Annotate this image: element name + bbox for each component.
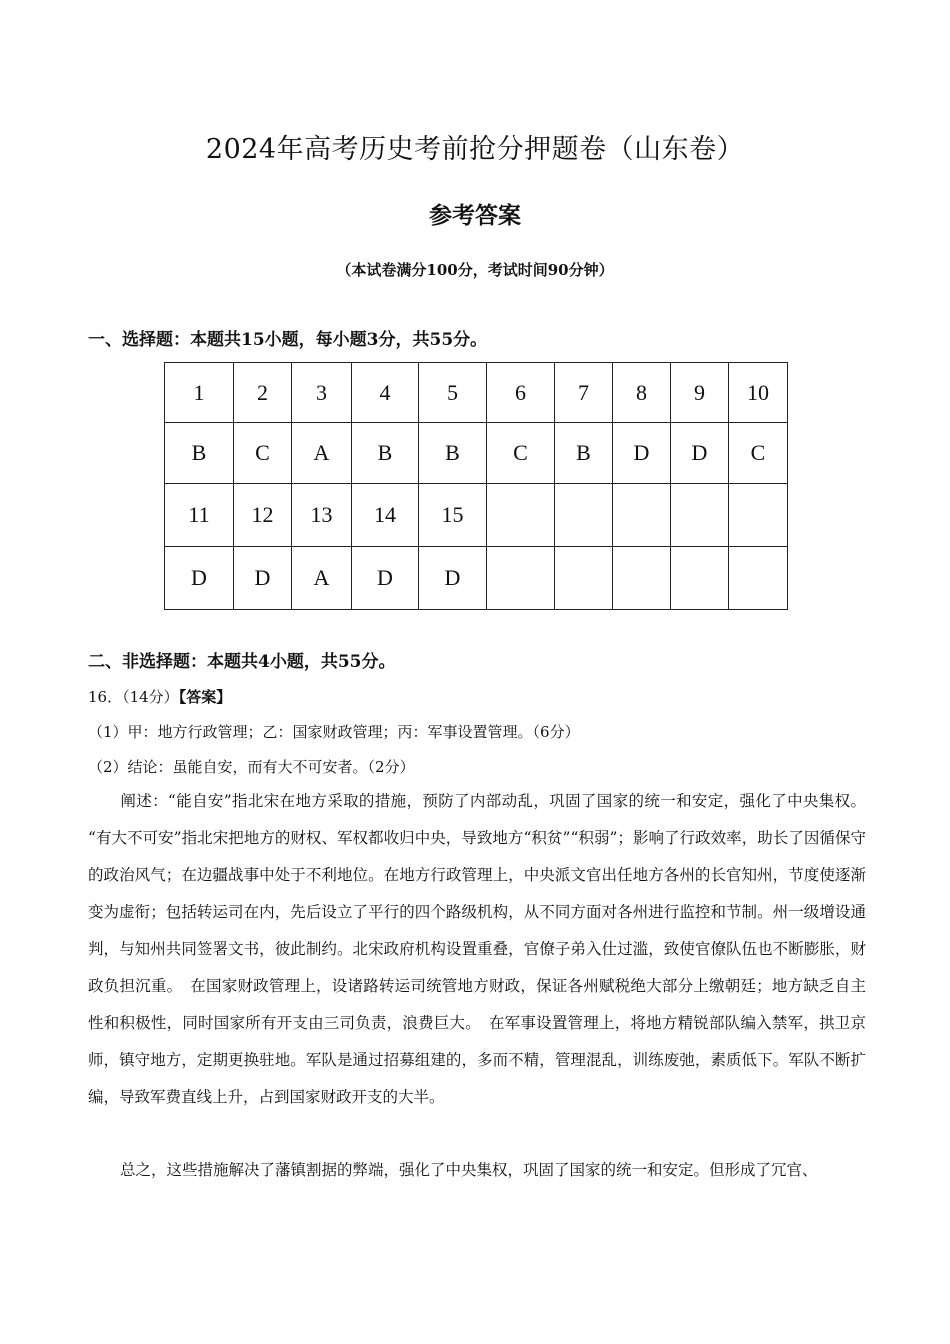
table-cell: 5 — [419, 363, 487, 423]
question-16-header — [88, 686, 231, 708]
table-cell: 7 — [555, 363, 613, 423]
table-cell: 12 — [234, 484, 292, 547]
question-16-part-1: （1）甲：地方行政管理；乙：国家财政管理；丙：军事设置管理。（6分） — [88, 723, 580, 741]
table-row-question-numbers — [165, 363, 788, 423]
table-cell: D — [613, 423, 671, 484]
table-cell: D — [234, 547, 292, 610]
table-cell: 3 — [292, 363, 352, 423]
table-cell — [555, 484, 613, 547]
table-cell: 1 — [165, 363, 234, 423]
table-cell — [729, 484, 788, 547]
table-cell — [671, 484, 729, 547]
question-16-conclusion: 总之，这些措施解决了藩镇割据的弊端，强化了中央集权，巩固了国家的统一和安定。但形成了冗官、 — [120, 1161, 818, 1179]
page-title: 2024年高考历史考前抢分押题卷（山东卷） — [205, 134, 745, 165]
table-cell — [729, 547, 788, 610]
question-number: 16． — [88, 688, 123, 706]
table-cell: D — [671, 423, 729, 484]
table-cell: 8 — [613, 363, 671, 423]
question-16-part-2: （2）结论：虽能自安，而有大不可安者。（2分） — [88, 758, 415, 776]
table-cell: C — [487, 423, 555, 484]
section-one-heading: 一、选择题：本题共15小题，每小题3分，共55分。 — [88, 330, 488, 350]
table-cell: D — [165, 547, 234, 610]
question-score: （14分） — [122, 688, 179, 706]
table-cell: A — [292, 547, 352, 610]
exam-note: （本试卷满分100分，考试时间90分钟） — [336, 261, 614, 279]
table-cell: B — [419, 423, 487, 484]
table-cell: D — [419, 547, 487, 610]
section-two-heading: 二、非选择题：本题共4小题，共55分。 — [88, 652, 396, 672]
table-cell: D — [352, 547, 419, 610]
answer-table — [164, 362, 788, 610]
table-row-answers — [165, 423, 788, 484]
question-16-elaboration-paragraph — [88, 783, 866, 1116]
table-cell: B — [555, 423, 613, 484]
table-cell: B — [352, 423, 419, 484]
table-cell: 11 — [165, 484, 234, 547]
question-16-elaboration: 阐述：“能自安”指北宋在地方采取的措施，预防了内部动乱，巩固了国家的统一和安定，强化了中央集权。 “有大不可安”指北宋把地方的财权、军权都收归中央，导致地方“积贫”“积弱”；影响了行政效率，助长了因循保守的政治风气；在边疆战事中处于不利地位。在地方行政管理上，中央派文官出任地方各州的长官知州，节度使逐渐变为虚衔；包括转运司在内，先后设立了平行的四个路级机构，从不同方面对各州进行监控和节制。州一级增设通判，与知州共同签署文书，彼此制约。北宋政府机构设置重叠，官僚子弟入仕过滥，致使官僚队伍也不断膨胀，财政负担沉重。 在国家财政管理上，设诸路转运司统管地方财政，保证各州赋税绝大部分上缴朝廷；地方缺乏自主性和积极性，同时国家所有开支由三司负责，浪费巨大。 在军事设置管理上，将地方精锐部队编入禁军，拱卫京师，镇守地方，定期更换驻地。军队是通过招募组建的，多而不精，管理混乱，训练废弛，素质低下。军队不断扩编，导致军费直线上升，占到国家财政开支的大半。 — [88, 792, 866, 1106]
table-cell: A — [292, 423, 352, 484]
table-cell: 4 — [352, 363, 419, 423]
table-cell — [555, 547, 613, 610]
table-cell: C — [234, 423, 292, 484]
table-cell — [487, 547, 555, 610]
table-cell: 9 — [671, 363, 729, 423]
table-cell — [671, 547, 729, 610]
table-cell: 2 — [234, 363, 292, 423]
table-cell: C — [729, 423, 788, 484]
table-cell: 14 — [352, 484, 419, 547]
question-16-conclusion-paragraph — [88, 1152, 866, 1189]
table-cell: 10 — [729, 363, 788, 423]
table-cell: 13 — [292, 484, 352, 547]
page-subtitle: 参考答案 — [429, 202, 521, 229]
table-cell — [613, 547, 671, 610]
table-cell: 15 — [419, 484, 487, 547]
table-row-answers — [165, 547, 788, 610]
table-cell: B — [165, 423, 234, 484]
table-cell: 6 — [487, 363, 555, 423]
table-row-question-numbers — [165, 484, 788, 547]
table-cell — [613, 484, 671, 547]
table-cell — [487, 484, 555, 547]
answer-tag: 【答案】 — [178, 688, 232, 706]
